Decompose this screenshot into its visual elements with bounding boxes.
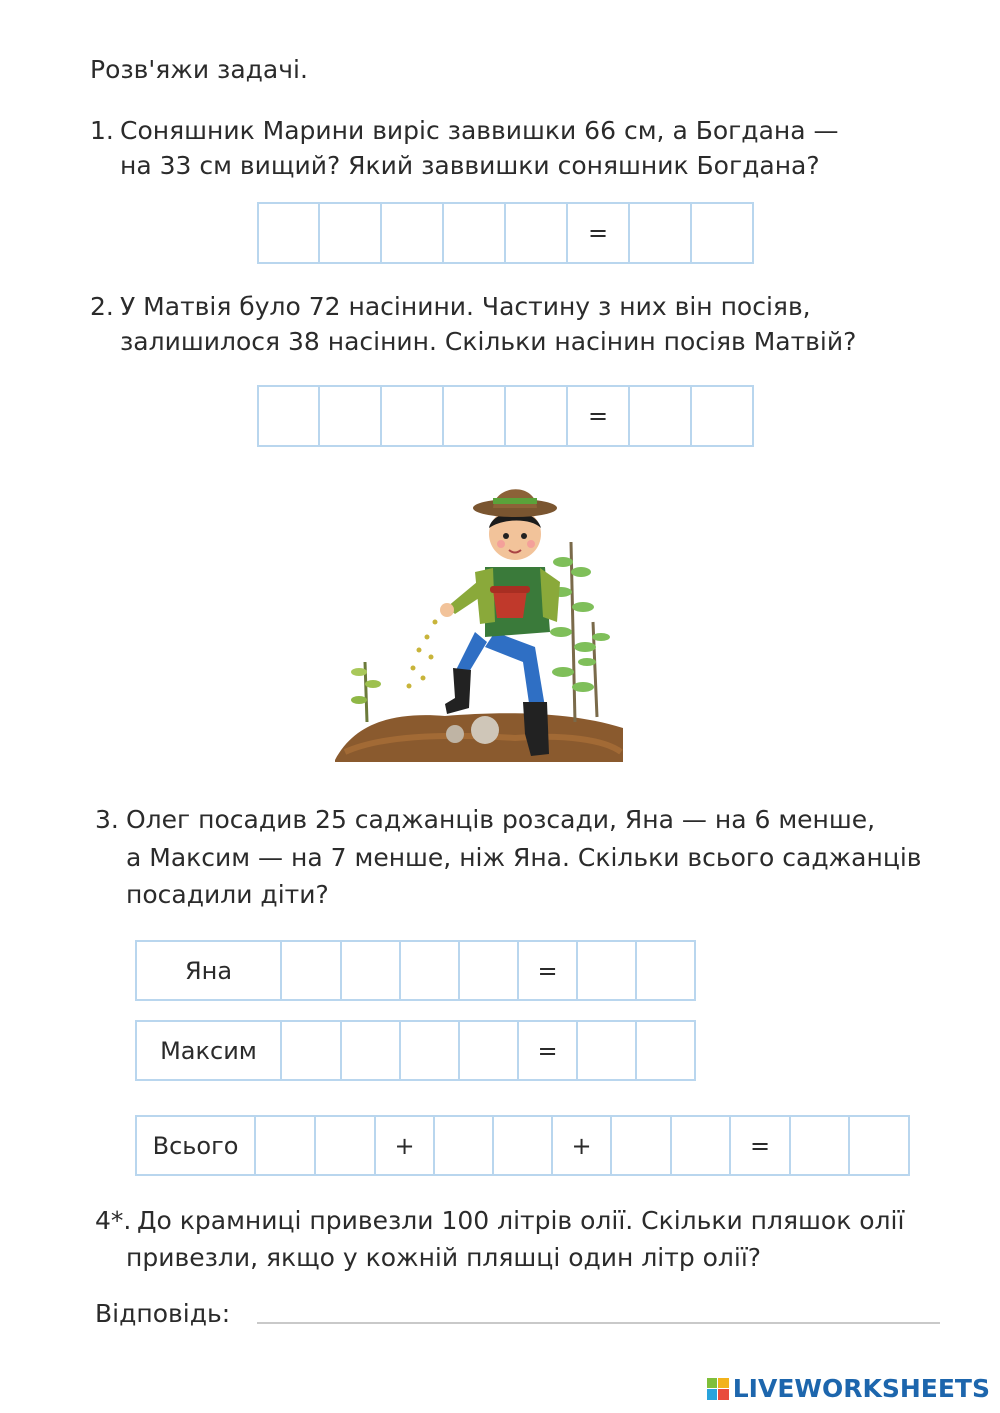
answer-cell[interactable]	[382, 202, 444, 264]
answer-cell[interactable]	[256, 1115, 316, 1176]
answer-cell[interactable]	[506, 385, 568, 447]
problem-3-row-total	[135, 1115, 910, 1176]
answer-cell[interactable]	[401, 1020, 460, 1081]
liveworksheets-watermark	[707, 1374, 990, 1403]
problem-3-line-3: посадили діти?	[126, 880, 329, 909]
answer-cell[interactable]	[342, 1020, 401, 1081]
answer-cell[interactable]	[282, 940, 342, 1001]
answer-cell[interactable]	[444, 202, 506, 264]
row-label-yana: Яна	[135, 940, 282, 1001]
equals-sign: =	[519, 1020, 578, 1081]
answer-cell[interactable]	[460, 940, 519, 1001]
problem-2-line-1: У Матвія було 72 насінини. Частину з них він посіяв,	[120, 292, 811, 321]
answer-cell[interactable]	[637, 1020, 696, 1081]
problem-3-row-maksym	[135, 1020, 696, 1081]
answer-cell[interactable]	[320, 202, 382, 264]
problem-1-line-1: Соняшник Марини виріс заввишки 66 см, а Богдана —	[120, 116, 839, 145]
problem-4-line-1: До крамниці привезли 100 літрів олії. Скільки пляшок олії	[137, 1206, 905, 1235]
answer-label: Відповідь:	[95, 1299, 231, 1328]
liveworksheets-logo-icon	[707, 1378, 729, 1400]
answer-cell[interactable]	[637, 940, 696, 1001]
answer-cell[interactable]	[460, 1020, 519, 1081]
equals-sign: =	[519, 940, 578, 1001]
answer-cell[interactable]	[444, 385, 506, 447]
answer-cell[interactable]	[672, 1115, 731, 1176]
plus-sign: +	[553, 1115, 612, 1176]
problem-2-line-2: залишилося 38 насінин. Скільки насінин посіяв Матвій?	[120, 327, 857, 356]
answer-cell[interactable]	[282, 1020, 342, 1081]
row-label-total: Всього	[135, 1115, 256, 1176]
equals-sign: =	[568, 385, 630, 447]
problem-4-number: 4*.	[95, 1206, 132, 1235]
problem-3-line-1: Олег посадив 25 саджанців розсади, Яна — на 6 менше,	[126, 805, 876, 834]
problem-4-line-2: привезли, якщо у кожній пляшці один літр олії?	[126, 1243, 762, 1272]
answer-cell[interactable]	[382, 385, 444, 447]
problem-2-answer-row	[257, 385, 754, 447]
answer-cell[interactable]	[435, 1115, 494, 1176]
plus-sign: +	[376, 1115, 435, 1176]
problem-1-number: 1.	[90, 116, 114, 145]
problem-3-number: 3.	[95, 805, 119, 834]
watermark-text: LIVEWORKSHEETS	[732, 1374, 990, 1403]
answer-cell[interactable]	[850, 1115, 910, 1176]
answer-cell[interactable]	[401, 940, 460, 1001]
equals-sign: =	[568, 202, 630, 264]
answer-cell[interactable]	[630, 385, 692, 447]
answer-cell[interactable]	[342, 940, 401, 1001]
problem-3-line-2: а Максим — на 7 менше, ніж Яна. Скільки всього саджанців	[126, 843, 922, 872]
answer-line[interactable]	[257, 1322, 940, 1324]
answer-cell[interactable]	[692, 202, 754, 264]
boy-planting-seeds-illustration	[335, 472, 625, 764]
answer-cell[interactable]	[630, 202, 692, 264]
answer-cell[interactable]	[257, 202, 320, 264]
problem-1-line-2: на 33 см вищий? Який заввишки соняшник Богдана?	[120, 151, 820, 180]
answer-cell[interactable]	[316, 1115, 376, 1176]
problem-3-row-yana	[135, 940, 696, 1001]
answer-cell[interactable]	[257, 385, 320, 447]
row-label-maksym: Максим	[135, 1020, 282, 1081]
answer-cell[interactable]	[578, 940, 637, 1001]
answer-cell[interactable]	[612, 1115, 672, 1176]
problem-1-answer-row	[257, 202, 754, 264]
instruction: Розв'яжи задачі.	[90, 55, 308, 84]
problem-2-number: 2.	[90, 292, 114, 321]
answer-cell[interactable]	[506, 202, 568, 264]
answer-cell[interactable]	[578, 1020, 637, 1081]
equals-sign: =	[731, 1115, 791, 1176]
answer-cell[interactable]	[791, 1115, 850, 1176]
answer-cell[interactable]	[692, 385, 754, 447]
answer-cell[interactable]	[320, 385, 382, 447]
answer-cell[interactable]	[494, 1115, 553, 1176]
